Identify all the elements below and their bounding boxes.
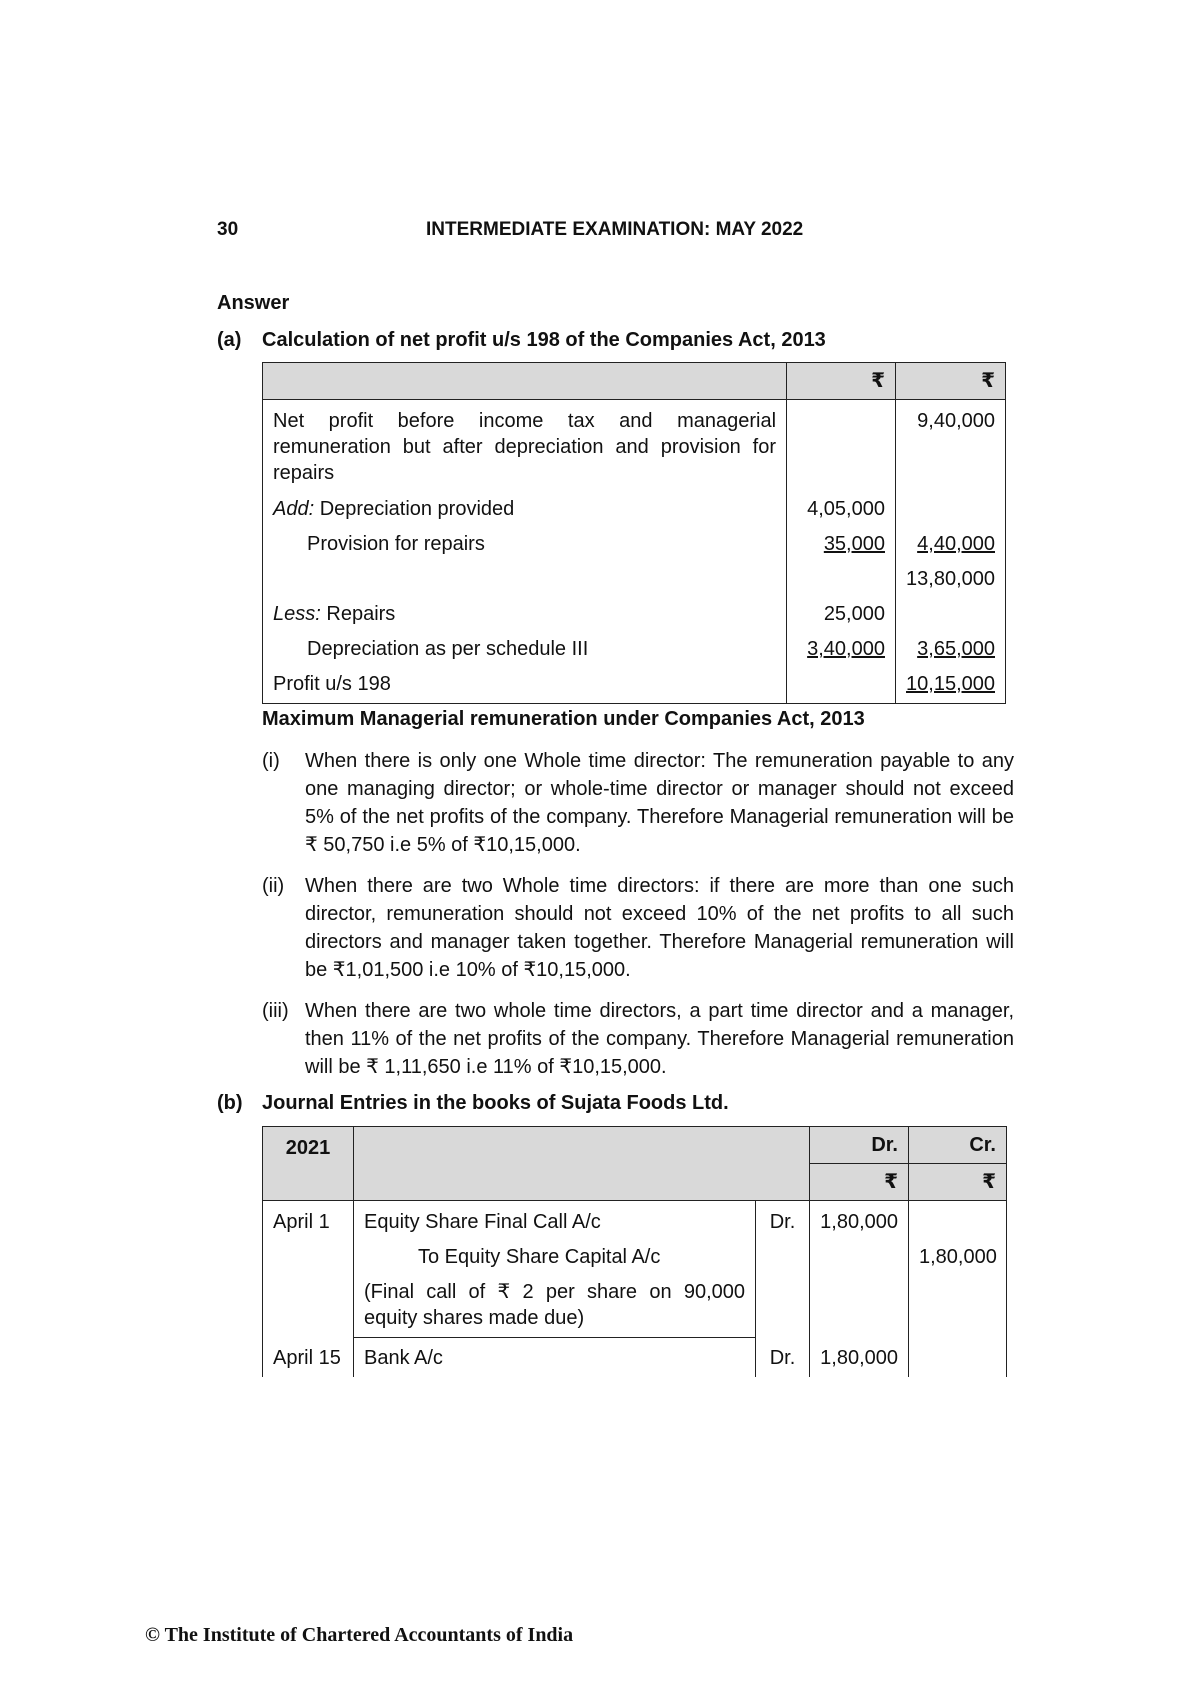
header-col2: ₹ [895, 363, 1005, 400]
entry-dr [810, 1235, 909, 1270]
list-item [262, 997, 1014, 1081]
row-col2-value: 3,65,000 [917, 638, 995, 660]
entry-particulars: Equity Share Final Call A/c [354, 1201, 756, 1236]
entry-cr [909, 1270, 1007, 1338]
row-col2 [895, 662, 1005, 704]
list-item-text: When there is only one Whole time director: The remuneration payable to any one managing director; or whole-time director or manager should not exceed 5% of the net profits of the company. Therefore Managerial remuneration will be ₹ 50,750 i.e 5% of ₹10,15,000. [305, 750, 1014, 856]
footer-copyright: © The Institute of Chartered Accountants of India [145, 1624, 574, 1646]
part-b-label: (b) [217, 1092, 243, 1114]
table-row [263, 400, 1006, 487]
row-desc: Net profit before income tax and managerial remuneration but after depreciation and provision for repairs [263, 400, 787, 487]
list-item [262, 872, 1014, 984]
row-col2-value: 4,40,000 [917, 533, 995, 555]
table-row [263, 592, 1006, 627]
table-header-row [263, 1127, 1007, 1164]
row-col2 [895, 522, 1005, 557]
entry-cr: 1,80,000 [909, 1235, 1007, 1270]
row-col1 [787, 662, 896, 704]
row-desc: Profit u/s 198 [263, 662, 787, 704]
entry-drcr: Dr. [756, 1201, 810, 1236]
table-row [263, 486, 1006, 522]
table-row [263, 1235, 1007, 1270]
table-header-row [263, 363, 1006, 400]
entry-date [263, 1235, 354, 1270]
net-profit-table [262, 362, 1006, 704]
row-col1-value: 3,40,000 [807, 638, 885, 660]
entry-date [263, 1270, 354, 1338]
dr-currency: ₹ [810, 1164, 909, 1201]
list-item-label: (iii) [262, 1000, 289, 1022]
part-a-label: (a) [217, 329, 242, 351]
list-item [262, 747, 1014, 859]
list-item-text: When there are two whole time directors, a part time director and a manager, then 11% of the net profits of the company. Therefore Managerial remuneration will be ₹ 1,11,650 i.e 11% of ₹10,15,000. [305, 1000, 1014, 1078]
table-row [263, 627, 1006, 662]
row-col1: 25,000 [787, 592, 896, 627]
row-col2 [895, 592, 1005, 627]
entry-narration: (Final call of ₹ 2 per share on 90,000 equity shares made due) [354, 1270, 756, 1338]
add-prefix: Add: [273, 498, 315, 520]
row-col2 [895, 486, 1005, 522]
row-col1-value: 35,000 [823, 533, 885, 555]
less-prefix: Less: [273, 603, 321, 625]
entry-dr [810, 1270, 909, 1338]
row-desc-text: Depreciation provided [319, 498, 515, 520]
table-row [263, 557, 1006, 592]
row-col1 [787, 627, 896, 662]
entry-date: April 1 [263, 1201, 354, 1236]
list-item-label: (ii) [262, 875, 285, 897]
row-col1: 4,05,000 [787, 486, 896, 522]
table-row [263, 522, 1006, 557]
entry-date: April 15 [263, 1338, 354, 1377]
entry-drcr [756, 1235, 810, 1270]
dr-header: Dr. [810, 1127, 909, 1164]
table-row [263, 1201, 1007, 1236]
table-row [263, 1338, 1007, 1377]
row-col2 [895, 627, 1005, 662]
particulars-header [354, 1127, 810, 1201]
table-row [263, 1270, 1007, 1338]
row-col2: 9,40,000 [895, 400, 1005, 487]
list-item-label: (i) [262, 750, 280, 772]
answer-heading: Answer [217, 292, 290, 314]
entry-particulars: Bank A/c [364, 1347, 443, 1369]
row-col2-value: 10,15,000 [906, 673, 995, 695]
table-row [263, 662, 1006, 704]
entry-cr [909, 1201, 1007, 1236]
row-col1 [787, 522, 896, 557]
row-col1 [787, 557, 896, 592]
entry-dr: 1,80,000 [810, 1201, 909, 1236]
cr-currency: ₹ [909, 1164, 1007, 1201]
part-b-title: Journal Entries in the books of Sujata Foods Ltd. [262, 1092, 729, 1114]
header-col1: ₹ [787, 363, 896, 400]
journal-entries-table [262, 1126, 1007, 1377]
cr-header: Cr. [909, 1127, 1007, 1164]
row-desc: Depreciation as per schedule III [263, 627, 787, 662]
page-number: 30 [217, 219, 239, 240]
part-a-title: Calculation of net profit u/s 198 of the Companies Act, 2013 [262, 329, 826, 351]
managerial-remuneration-heading: Maximum Managerial remuneration under Companies Act, 2013 [262, 708, 865, 730]
entry-dr: 1,80,000 [810, 1338, 909, 1377]
row-desc [263, 592, 787, 627]
header-blank [263, 363, 787, 400]
entry-drcr: Dr. [756, 1338, 810, 1377]
row-desc-text: Repairs [326, 603, 396, 625]
year-header: 2021 [263, 1127, 354, 1201]
row-desc [263, 557, 787, 592]
entry-drcr [756, 1270, 810, 1338]
row-col2: 13,80,000 [895, 557, 1005, 592]
row-desc [263, 486, 787, 522]
entry-particulars: To Equity Share Capital A/c [418, 1246, 661, 1268]
exam-title: INTERMEDIATE EXAMINATION: MAY 2022 [426, 219, 804, 240]
row-col1 [787, 400, 896, 487]
row-desc: Provision for repairs [263, 522, 787, 557]
entry-cr [909, 1338, 1007, 1377]
list-item-text: When there are two Whole time directors: if there are more than one such director, remuneration should not exceed 10% of the net profits to all such directors and manager taken together. Therefore Managerial remuneration will be ₹1,01,500 i.e 10% of ₹10,15,000. [305, 875, 1014, 981]
